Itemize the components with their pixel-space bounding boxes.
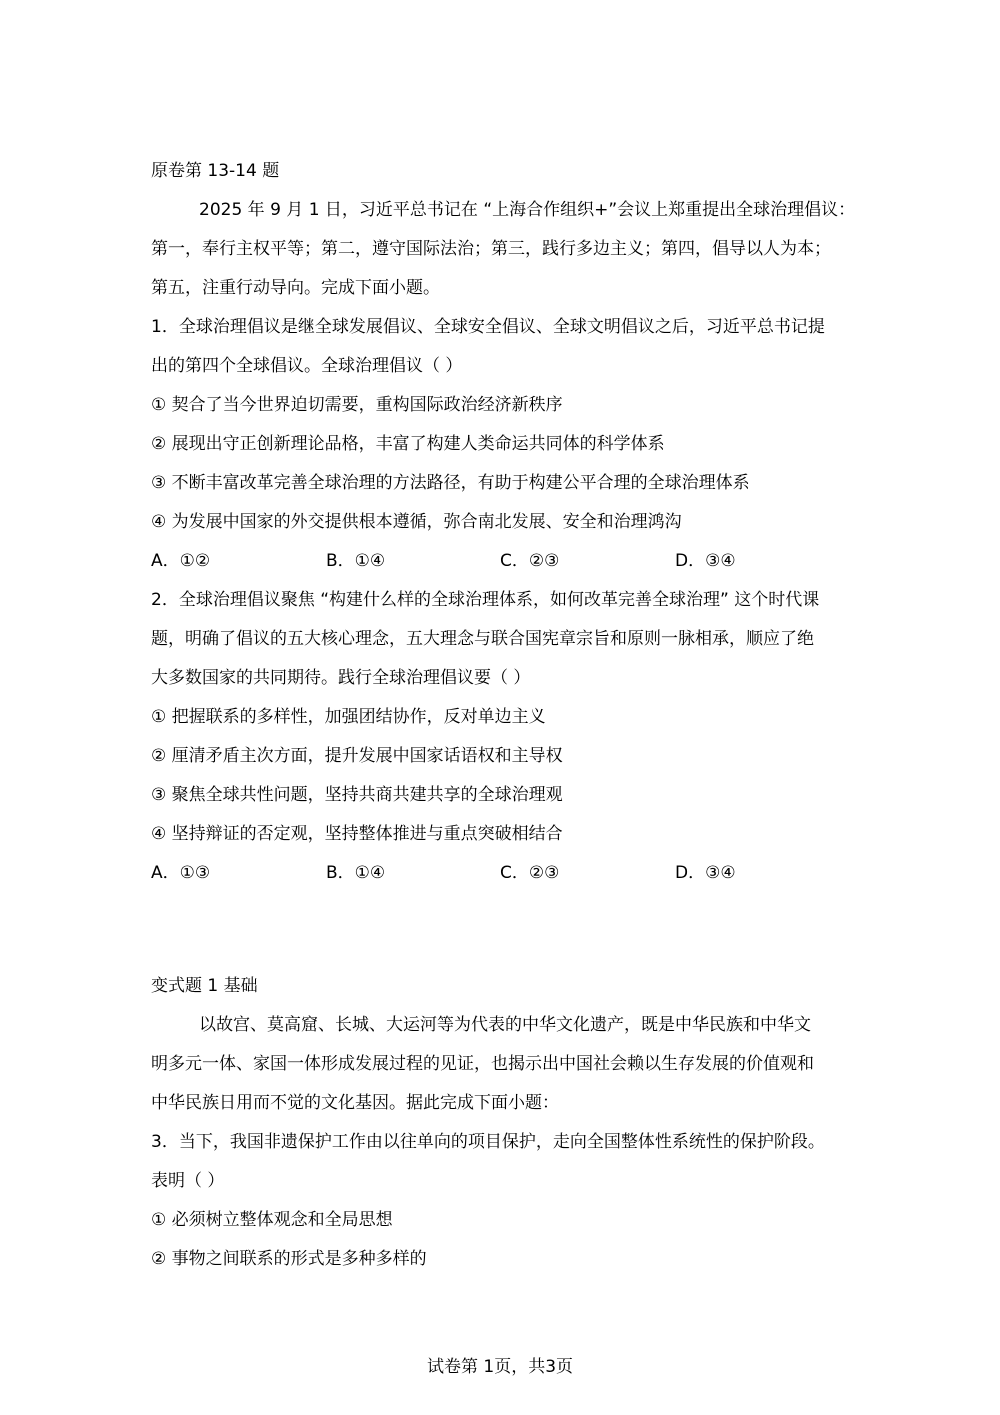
question-stem: 题，明确了倡议的五大核心理念，五大理念与联合国宪章宗旨和原则一脉相承，顺应了绝 xyxy=(151,629,814,649)
answer-option-c: C．②③ xyxy=(500,551,560,571)
question-stem: 大多数国家的共同期待。践行全球治理倡议要（ ） xyxy=(151,668,531,688)
intro-line: 2025 年 9 月 1 日，习近平总书记在 “上海合作组织+”会议上郑重提出全球治理倡议： xyxy=(199,200,856,220)
question-stem: 表明（ ） xyxy=(151,1171,225,1191)
intro-line: 第一，奉行主权平等；第二，遵守国际法治；第三，践行多边主义；第四，倡导以人为本； xyxy=(151,239,831,259)
answer-option-b: B．①④ xyxy=(326,863,386,883)
answer-option-b: B．①④ xyxy=(326,551,386,571)
question-stem: 2．全球治理倡议聚焦 “构建什么样的全球治理体系，如何改革完善全球治理” 这个时代课 xyxy=(151,590,820,610)
statement-item: ④ 为发展中国家的外交提供根本遵循，弥合南北发展、安全和治理鸿沟 xyxy=(151,512,682,532)
question-stem: 出的第四个全球倡议。全球治理倡议（ ） xyxy=(151,356,463,376)
statement-item: ③ 不断丰富改革完善全球治理的方法路径，有助于构建公平合理的全球治理体系 xyxy=(151,473,750,493)
intro-line: 第五，注重行动导向。完成下面小题。 xyxy=(151,278,440,298)
statement-item: ② 展现出守正创新理论品格，丰富了构建人类命运共同体的科学体系 xyxy=(151,434,665,454)
statement-item: ② 厘清矛盾主次方面，提升发展中国家话语权和主导权 xyxy=(151,746,563,766)
intro-line: 明多元一体、家国一体形成发展过程的见证，也揭示出中国社会赖以生存发展的价值观和 xyxy=(151,1054,814,1074)
statement-item: ① 契合了当今世界迫切需要，重构国际政治经济新秩序 xyxy=(151,395,563,415)
answer-option-c: C．②③ xyxy=(500,863,560,883)
answer-option-d: D．③④ xyxy=(675,551,736,571)
intro-line: 以故宫、莫高窟、长城、大运河等为代表的中华文化遗产，既是中华民族和中华文 xyxy=(199,1015,811,1035)
answer-option-d: D．③④ xyxy=(675,863,736,883)
answer-option-a: A．①③ xyxy=(151,863,211,883)
statement-item: ① 把握联系的多样性，加强团结协作，反对单边主义 xyxy=(151,707,546,727)
statement-item: ② 事物之间联系的形式是多种多样的 xyxy=(151,1249,427,1269)
question-stem: 3．当下，我国非遗保护工作由以往单向的项目保护，走向全国整体性系统性的保护阶段。 xyxy=(151,1132,825,1152)
intro-line: 中华民族日用而不觉的文化基因。据此完成下面小题： xyxy=(151,1093,559,1113)
question-stem: 1．全球治理倡议是继全球发展倡议、全球安全倡议、全球文明倡议之后，习近平总书记提 xyxy=(151,317,825,337)
section-heading: 变式题 1 基础 xyxy=(151,976,258,996)
statement-item: ③ 聚焦全球共性问题，坚持共商共建共享的全球治理观 xyxy=(151,785,563,805)
page-footer: 试卷第 1页，共3页 xyxy=(426,1357,574,1377)
answer-option-a: A．①② xyxy=(151,551,211,571)
statement-item: ① 必须树立整体观念和全局思想 xyxy=(151,1210,393,1230)
section-heading: 原卷第 13-14 题 xyxy=(151,161,280,181)
statement-item: ④ 坚持辩证的否定观，坚持整体推进与重点突破相结合 xyxy=(151,824,563,844)
